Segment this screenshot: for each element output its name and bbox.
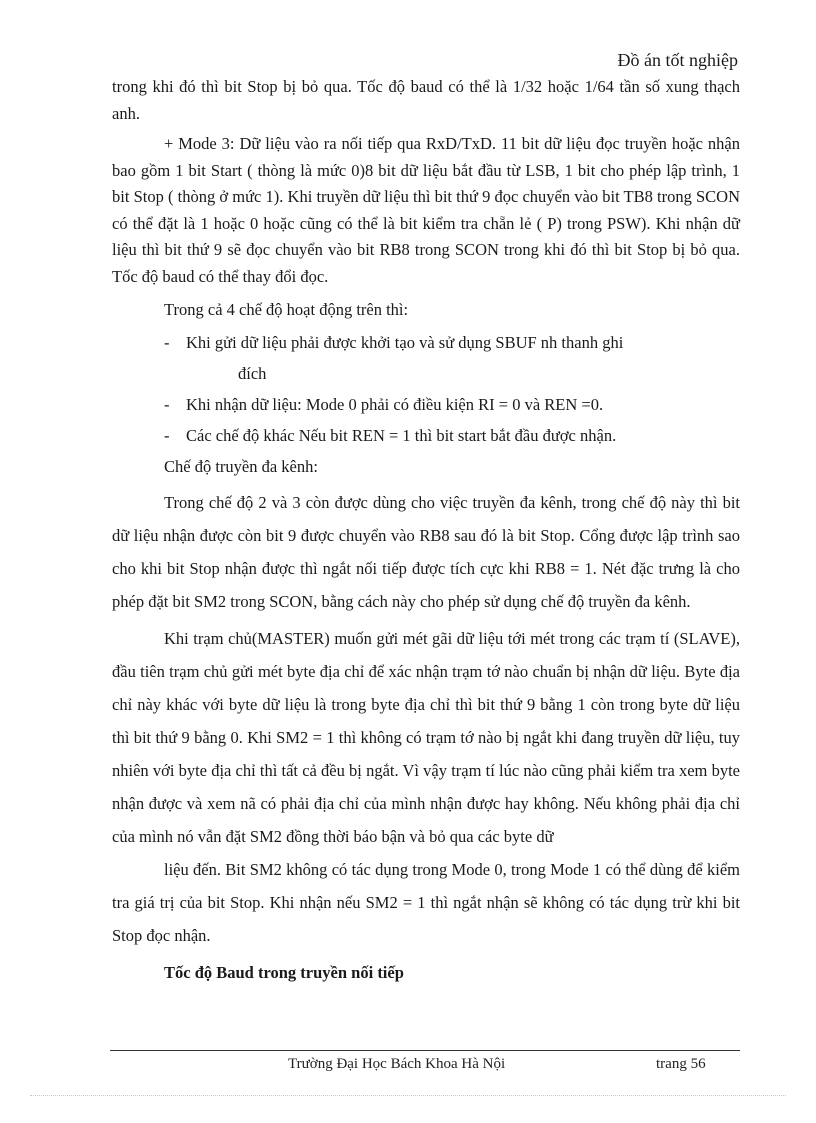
- paragraph-four-modes: Trong cả 4 chế độ hoạt động trên thì:: [164, 300, 409, 319]
- bullet-continuation: đích: [238, 364, 267, 383]
- bullet-text: Các chế độ khác Nếu bit REN = 1 thì bit start bắt đầu được nhận.: [186, 426, 617, 445]
- paragraph-multichannel: Trong chế độ 2 và 3 còn được dùng cho việc truyền đa kênh, trong chế độ này thì bit dữ liệu nhận được còn bit 9 được chuyển vào RB8 sau đó là bit Stop. Cổng được lập trình sao cho khi bit Stop nhận được thì ngắt nối tiếp được tích cực khi RB8 = 1. Nét đặc trưng là cho phép đặt bit SM2 trong SCON, bằng cách này cho phép sử dụng chế độ truyền đa kênh.: [112, 493, 740, 611]
- paragraph-1: trong khi đó thì bit Stop bị bỏ qua. Tốc độ baud có thể là 1/32 hoặc 1/64 tần số xung thạch anh.: [112, 77, 740, 123]
- bullet-text: Khi nhận dữ liệu: Mode 0 phải có điều kiện RI = 0 và REN =0.: [186, 395, 604, 414]
- footer-page-number: trang 56: [656, 1056, 706, 1072]
- subheading-multichannel: Chế độ truyền đa kênh:: [164, 457, 318, 476]
- bullet-text: Khi gửi dữ liệu phải được khởi tạo và sử dụng SBUF nh thanh ghi: [186, 333, 624, 352]
- footer-divider: [110, 1050, 740, 1051]
- bullet-item: [112, 327, 740, 389]
- footer-school-name: Trường Đại Học Bách Khoa Hà Nội: [288, 1056, 506, 1072]
- bullet-item: [112, 420, 740, 451]
- paragraph-master-slave: Khi trạm chủ(MASTER) muốn gửi mét gãi dữ liệu tới mét trong các trạm tí (SLAVE), đầu tiên trạm chủ gửi mét byte địa chỉ để xác nhận trạm tớ nào chuẩn bị nhận dữ liệu. Byte địa chỉ này khác với byte dữ liệu là trong byte địa chỉ thì bit thứ 9 bằng 1 còn trong byte dữ liệu thì bit thứ 9 bằng 0. Khi SM2 = 1 thì không có trạm tớ nào bị ngắt khi đang truyền dữ liệu, tuy nhiên với byte địa chỉ thì tất cả đều bị ngắt. Vì vậy trạm tí lúc nào cũng phải kiểm tra xem byte nhận được và xem nã có phải địa chỉ của mình nhận được hay không. Nếu không phải địa chỉ của mình nó vẫn đặt SM2 đồng thời báo bận và bỏ qua các byte dữ: [112, 629, 740, 846]
- page-bottom-dotted-line: [30, 1095, 786, 1096]
- paragraph-sm2: liệu đến. Bit SM2 không có tác dụng trong Mode 0, trong Mode 1 có thể dùng để kiểm tra giá trị của bit Stop. Khi nhận nếu SM2 = 1 thì ngắt nhận sẽ không có tác dụng trừ khi bit Stop đọc nhận.: [112, 860, 740, 945]
- bullet-dash: -: [164, 395, 170, 414]
- bullet-item: [112, 389, 740, 420]
- bullet-dash: -: [164, 333, 170, 352]
- document-body: [112, 74, 740, 989]
- paragraph-mode-3: + Mode 3: Dữ liệu vào ra nối tiếp qua RxD/TxD. 11 bit dữ liệu đọc truyền hoặc nhận bao gồm 1 bit Start ( thòng là mức 0)8 bit dữ liệu bắt đầu từ LSB, 1 bit cho phép lập trình, 1 bit Stop ( thòng ở mức 1). Khi truyền dữ liệu thì bit thứ 9 đọc chuyển vào bit TB8 trong SCON có thể đặt là 1 hoặc 0 hoặc cũng có thể là bit kiểm tra chẵn lẻ ( P) trong PSW). Khi nhận dữ liệu thì bit thứ 9 sẽ đọc chuyển vào bit RB8 trong SCON trong khi đó thì bit Stop bị bỏ qua. Tốc độ baud có thể thay đổi đọc.: [112, 134, 740, 286]
- bullet-dash: -: [164, 426, 170, 445]
- section-heading-baud: Tốc độ Baud trong truyền nối tiếp: [164, 963, 404, 982]
- bullet-list: [112, 327, 740, 451]
- header-title: Đồ án tốt nghiệp: [617, 50, 738, 70]
